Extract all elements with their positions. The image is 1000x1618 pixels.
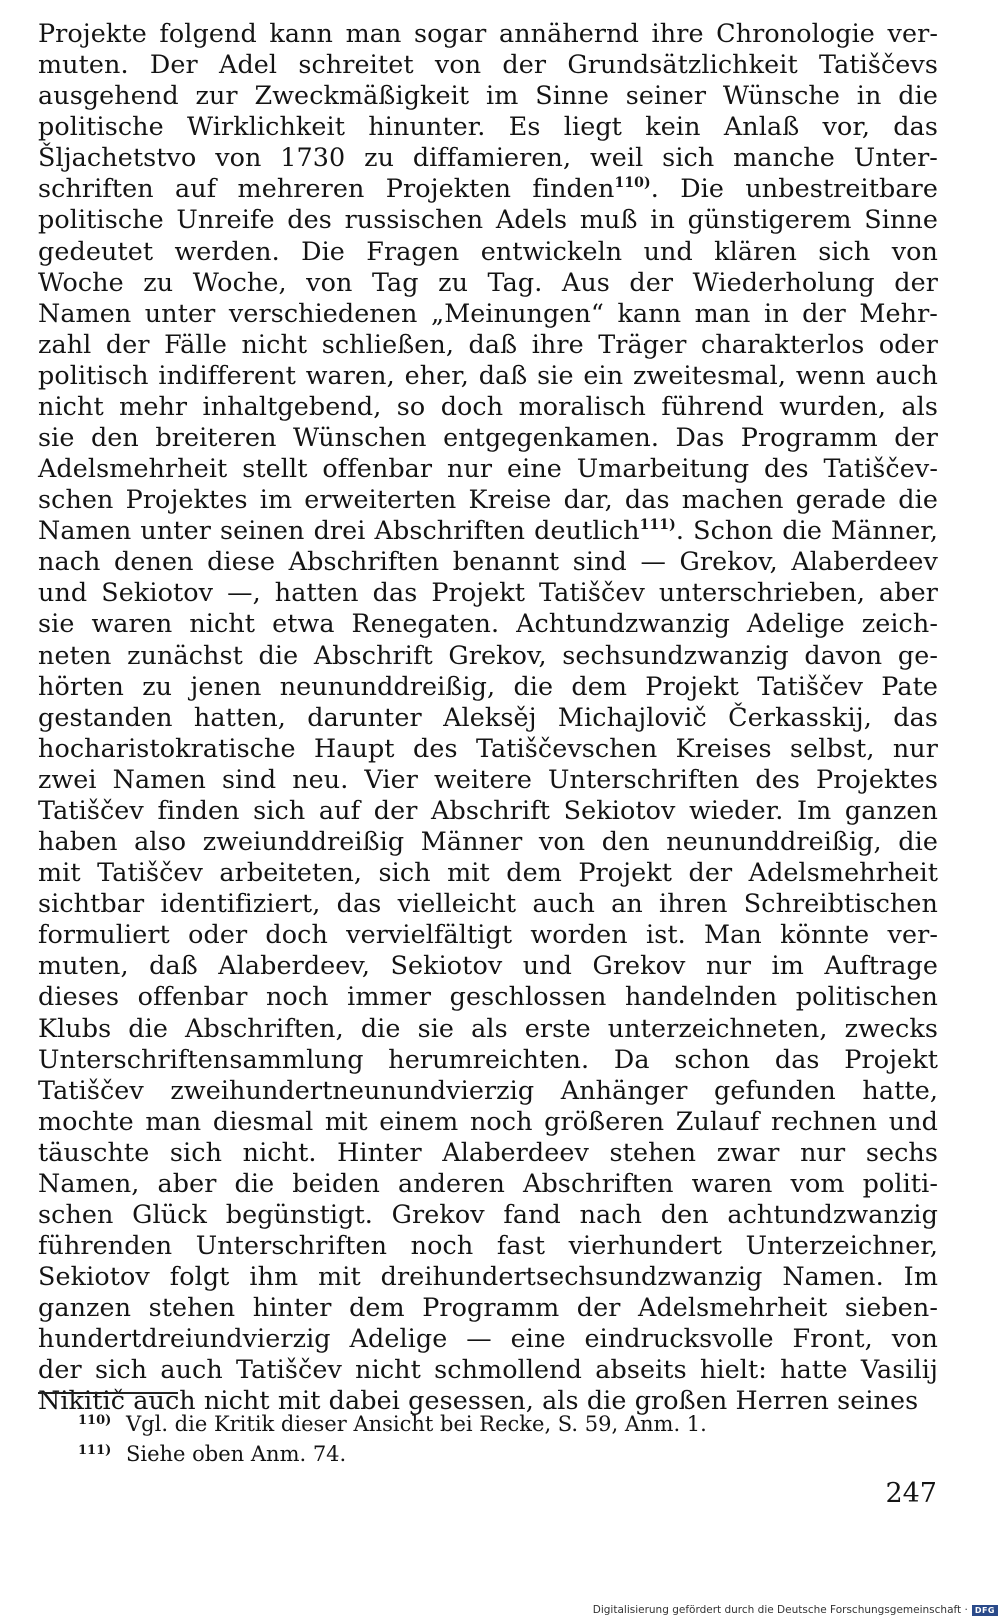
footnote-ref[interactable]: 110) — [614, 175, 651, 192]
text-line: schen Projektes im erweiterten Kreise dar, das machen gerade die — [38, 484, 938, 515]
text-line: hundertdreiundvierzig Adelige — eine eindrucksvolle Front, von — [38, 1323, 938, 1354]
text-line: muten, daß Alaberdeev, Sekiotov und Grekov nur im Auftrage — [38, 950, 938, 981]
text-line: formuliert oder doch vervielfältigt worden ist. Man könnte ver- — [38, 919, 938, 950]
page-number: 247 — [885, 1478, 937, 1509]
text-segment: . Schon die Männer, — [675, 515, 938, 546]
text-line: sichtbar identifiziert, das vielleicht auch an ihren Schreibtischen — [38, 888, 938, 919]
text-line: haben also zweiunddreißig Männer von den neununddreißig, die — [38, 826, 938, 857]
text-line: gestanden hatten, darunter Aleksěj Michajlovič Čerkasskij, das — [38, 701, 938, 732]
text-line: Tatiščev zweihundertneunundvierzig Anhänger gefunden hatte, — [38, 1074, 938, 1105]
text-line: täuschte sich nicht. Hinter Alaberdeev stehen zwar nur sechs — [38, 1136, 938, 1167]
text-line: politisch indifferent waren, eher, daß sie ein zweitesmal, wenn auch — [38, 359, 938, 390]
text-segment: schriften auf mehreren Projekten finden — [38, 173, 615, 204]
text-line: sie den breiteren Wünschen entgegenkamen. Das Programm der — [38, 422, 938, 453]
text-line: Klubs die Abschriften, die sie als erste unterzeichneten, zwecks — [38, 1012, 938, 1043]
text-line — [38, 515, 938, 546]
text-line: schen Glück begünstigt. Grekov fand nach den achtundzwanzig — [38, 1198, 938, 1229]
text-line: neten zunächst die Abschrift Grekov, sechsundzwanzig davon ge- — [38, 639, 938, 670]
text-line: politische Wirklichkeit hinunter. Es liegt kein Anlaß vor, das — [38, 111, 938, 142]
text-line: der sich auch Tatiščev nicht schmollend abseits hielt: hatte Vasilij — [38, 1354, 938, 1385]
text-line — [38, 173, 938, 204]
text-line: zahl der Fälle nicht schließen, daß ihre Träger charakterlos oder — [38, 328, 938, 359]
text-line: und Sekiotov —, hatten das Projekt Tatiščev unterschrieben, aber — [38, 577, 938, 608]
text-line: führenden Unterschriften noch fast vierhundert Unterzeichner, — [38, 1230, 938, 1261]
text-line: gedeutet werden. Die Fragen entwickeln und klären sich von — [38, 235, 938, 266]
footnotes — [78, 1409, 898, 1469]
text-line: zwei Namen sind neu. Vier weitere Unterschriften des Projektes — [38, 763, 938, 794]
dfg-logo: DFG — [972, 1605, 998, 1616]
text-line: nicht mehr inhaltgebend, so doch moralisch führend wurden, als — [38, 390, 938, 421]
text-line: Adelsmehrheit stellt offenbar nur eine Umarbeitung des Tatiščev- — [38, 453, 938, 484]
text-line: Tatiščev finden sich auf der Abschrift Sekiotov wieder. Im ganzen — [38, 794, 938, 825]
footnote: 111) Siehe oben Anm. 74. — [78, 1442, 347, 1466]
text-line: dieses offenbar noch immer geschlossen handelnden politischen — [38, 981, 938, 1012]
text-line: Woche zu Woche, von Tag zu Tag. Aus der Wiederholung der — [38, 266, 938, 297]
text-line: Namen unter verschiedenen „Meinungen“ kann man in der Mehr- — [38, 297, 938, 328]
text-line: ausgehend zur Zweckmäßigkeit im Sinne seiner Wünsche in die — [38, 80, 938, 111]
text-line: Šljachetstvo von 1730 zu diffamieren, weil sich manche Unter- — [38, 142, 938, 173]
credit-text: Digitalisierung gefördert durch die Deutsche Forschungsgemeinschaft · — [592, 1604, 968, 1616]
text-line: Namen, aber die beiden anderen Abschriften waren vom politi- — [38, 1167, 938, 1198]
footnote-rule — [38, 1392, 178, 1394]
text-segment: Namen unter seinen drei Abschriften deutlich — [38, 515, 640, 546]
text-line: sie waren nicht etwa Renegaten. Achtundzwanzig Adelige zeich- — [38, 608, 938, 639]
text-line: hörten zu jenen neununddreißig, die dem Projekt Tatiščev Pate — [38, 670, 938, 701]
text-segment: . Die unbestreitbare — [650, 173, 938, 204]
text-line: muten. Der Adel schreitet von der Grundsätzlichkeit Tatiščevs — [38, 49, 938, 80]
text-line: Unterschriftensammlung herumreichten. Da schon das Projekt — [38, 1043, 938, 1074]
text-line: mochte man diesmal mit einem noch größeren Zulauf rechnen und — [38, 1105, 938, 1136]
footnote-text: Vgl. die Kritik dieser Ansicht bei Recke, S. 59, Anm. 1. — [126, 1412, 707, 1436]
body-text — [38, 18, 938, 1417]
text-line: nach denen diese Abschriften benannt sind — Grekov, Alaberdeev — [38, 546, 938, 577]
text-line: Sekiotov folgt ihm mit dreihundertsechsundzwanzig Namen. Im — [38, 1261, 938, 1292]
text-line: Projekte folgend kann man sogar annähernd ihre Chronologie ver- — [38, 18, 938, 48]
text-line: hocharistokratische Haupt des Tatiščevschen Kreises selbst, nur — [38, 732, 938, 763]
text-line: politische Unreife des russischen Adels muß in günstigerem Sinne — [38, 204, 938, 235]
text-line: Nikitič auch nicht mit dabei gesessen, als die großen Herren seines — [38, 1385, 919, 1416]
digitization-credit — [593, 1604, 998, 1616]
footnote: 110) Vgl. die Kritik dieser Ansicht bei Recke, S. 59, Anm. 1. — [78, 1412, 707, 1436]
footnote-text: Siehe oben Anm. 74. — [126, 1442, 347, 1466]
footnote-ref[interactable]: 111) — [639, 517, 676, 534]
text-line: mit Tatiščev arbeiteten, sich mit dem Projekt der Adelsmehrheit — [38, 857, 938, 888]
text-line: ganzen stehen hinter dem Programm der Adelsmehrheit sieben- — [38, 1292, 938, 1323]
